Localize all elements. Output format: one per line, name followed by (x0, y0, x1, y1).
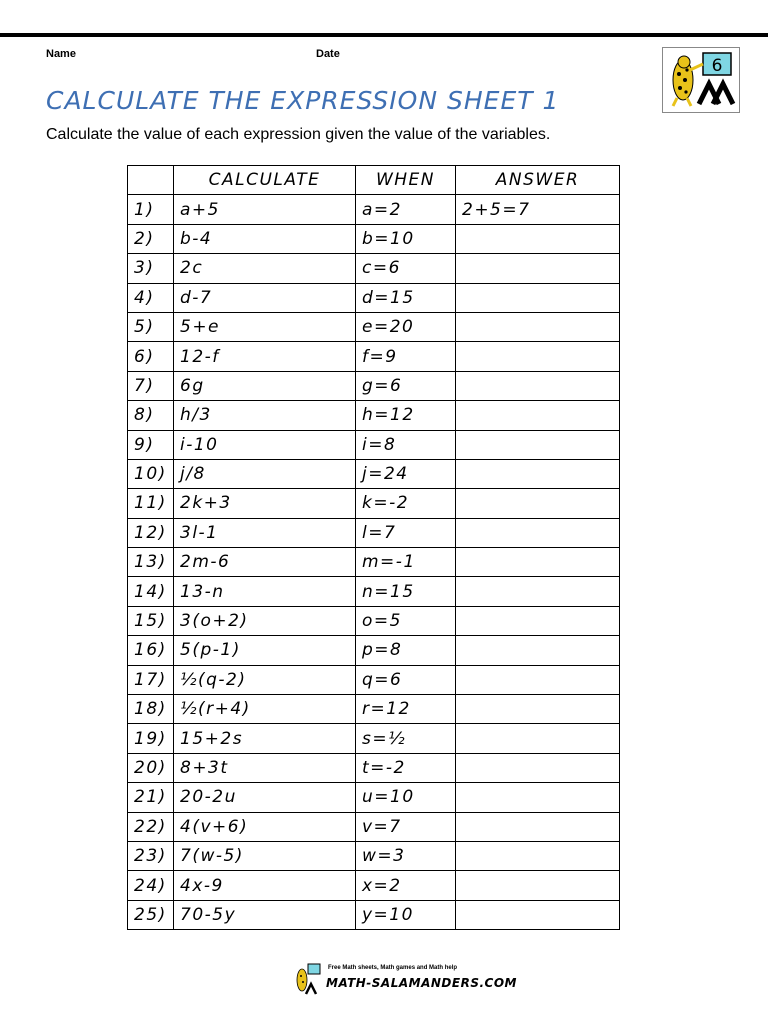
table-row (128, 283, 620, 312)
table-row (128, 606, 620, 635)
row-when: p=8 (356, 636, 456, 665)
row-expression: 12-f (174, 342, 356, 371)
row-when: m=-1 (356, 548, 456, 577)
row-expression: 6g (174, 371, 356, 400)
row-when: k=-2 (356, 489, 456, 518)
row-expression: 7(w-5) (174, 841, 356, 870)
row-number: 4) (128, 283, 174, 312)
row-answer[interactable] (456, 636, 620, 665)
row-number: 20) (128, 753, 174, 782)
salamander-logo (662, 47, 740, 113)
row-when: e=20 (356, 312, 456, 341)
row-expression: 5+e (174, 312, 356, 341)
row-when: d=15 (356, 283, 456, 312)
header-when: WHEN (356, 166, 456, 195)
row-number: 23) (128, 841, 174, 870)
table-row (128, 665, 620, 694)
footer-salamander-icon (292, 962, 322, 996)
row-when: l=7 (356, 518, 456, 547)
row-expression: 13-n (174, 577, 356, 606)
row-number: 24) (128, 871, 174, 900)
row-expression: a+5 (174, 195, 356, 224)
row-when: w=3 (356, 841, 456, 870)
row-answer[interactable] (456, 459, 620, 488)
row-number: 7) (128, 371, 174, 400)
row-expression: j/8 (174, 459, 356, 488)
table-row (128, 577, 620, 606)
table-row (128, 548, 620, 577)
row-answer[interactable]: 2+5=7 (456, 195, 620, 224)
top-rule (0, 33, 768, 37)
row-when: s=½ (356, 724, 456, 753)
row-number: 2) (128, 224, 174, 253)
row-answer[interactable] (456, 812, 620, 841)
row-when: h=12 (356, 401, 456, 430)
row-expression: 5(p-1) (174, 636, 356, 665)
table-row (128, 812, 620, 841)
salamander-logo-icon (663, 48, 739, 112)
header-calculate: CALCULATE (174, 166, 356, 195)
row-when: n=15 (356, 577, 456, 606)
row-answer[interactable] (456, 695, 620, 724)
row-answer[interactable] (456, 489, 620, 518)
row-answer[interactable] (456, 577, 620, 606)
row-number: 14) (128, 577, 174, 606)
row-when: q=6 (356, 665, 456, 694)
row-expression: 4(v+6) (174, 812, 356, 841)
table-row (128, 195, 620, 224)
row-expression: i-10 (174, 430, 356, 459)
table-row (128, 695, 620, 724)
row-answer[interactable] (456, 401, 620, 430)
instructions: Calculate the value of each expression given the value of the variables. (46, 126, 551, 143)
expression-table (127, 165, 620, 930)
table-row (128, 841, 620, 870)
row-expression: 3(o+2) (174, 606, 356, 635)
row-expression: 4x-9 (174, 871, 356, 900)
row-when: i=8 (356, 430, 456, 459)
row-expression: 8+3t (174, 753, 356, 782)
row-answer[interactable] (456, 283, 620, 312)
row-number: 18) (128, 695, 174, 724)
row-answer[interactable] (456, 254, 620, 283)
row-answer[interactable] (456, 900, 620, 929)
row-when: b=10 (356, 224, 456, 253)
row-number: 8) (128, 401, 174, 430)
row-number: 19) (128, 724, 174, 753)
row-expression: 3l-1 (174, 518, 356, 547)
table-row (128, 254, 620, 283)
row-expression: b-4 (174, 224, 356, 253)
row-when: u=10 (356, 783, 456, 812)
row-answer[interactable] (456, 665, 620, 694)
row-when: o=5 (356, 606, 456, 635)
footer-logo (292, 962, 517, 996)
row-when: c=6 (356, 254, 456, 283)
table-row (128, 753, 620, 782)
row-answer[interactable] (456, 371, 620, 400)
table-row (128, 371, 620, 400)
row-expression: 15+2s (174, 724, 356, 753)
row-when: j=24 (356, 459, 456, 488)
row-when: x=2 (356, 871, 456, 900)
row-number: 21) (128, 783, 174, 812)
row-expression: 2m-6 (174, 548, 356, 577)
row-when: v=7 (356, 812, 456, 841)
row-expression: ½(r+4) (174, 695, 356, 724)
row-number: 6) (128, 342, 174, 371)
row-number: 16) (128, 636, 174, 665)
row-when: a=2 (356, 195, 456, 224)
table-row (128, 489, 620, 518)
table-row (128, 636, 620, 665)
header-number (128, 166, 174, 195)
row-answer[interactable] (456, 841, 620, 870)
table-row (128, 459, 620, 488)
table-header-row (128, 166, 620, 195)
row-expression: 20-2u (174, 783, 356, 812)
row-expression: h/3 (174, 401, 356, 430)
table-row (128, 900, 620, 929)
row-number: 15) (128, 606, 174, 635)
row-answer[interactable] (456, 606, 620, 635)
row-number: 3) (128, 254, 174, 283)
table-row (128, 342, 620, 371)
row-answer[interactable] (456, 342, 620, 371)
row-answer[interactable] (456, 548, 620, 577)
row-number: 25) (128, 900, 174, 929)
header-answer: ANSWER (456, 166, 620, 195)
row-when: t=-2 (356, 753, 456, 782)
row-answer[interactable] (456, 224, 620, 253)
table-row (128, 224, 620, 253)
row-number: 5) (128, 312, 174, 341)
row-answer[interactable] (456, 430, 620, 459)
row-number: 10) (128, 459, 174, 488)
footer-brand: MATH-SALAMANDERS.COM (326, 976, 517, 990)
table-row (128, 430, 620, 459)
row-expression: 70-5y (174, 900, 356, 929)
row-when: y=10 (356, 900, 456, 929)
row-number: 22) (128, 812, 174, 841)
row-expression: d-7 (174, 283, 356, 312)
date-label: Date (316, 48, 340, 60)
row-expression: 2k+3 (174, 489, 356, 518)
table-row (128, 312, 620, 341)
table-row (128, 871, 620, 900)
name-label: Name (46, 48, 76, 60)
row-answer[interactable] (456, 871, 620, 900)
row-answer[interactable] (456, 724, 620, 753)
row-number: 9) (128, 430, 174, 459)
table-row (128, 518, 620, 547)
row-number: 11) (128, 489, 174, 518)
row-when: g=6 (356, 371, 456, 400)
row-number: 1) (128, 195, 174, 224)
table-row (128, 724, 620, 753)
row-when: f=9 (356, 342, 456, 371)
row-answer[interactable] (456, 753, 620, 782)
row-number: 12) (128, 518, 174, 547)
row-expression: ½(q-2) (174, 665, 356, 694)
table-row (128, 401, 620, 430)
table-row (128, 783, 620, 812)
row-when: r=12 (356, 695, 456, 724)
row-number: 13) (128, 548, 174, 577)
row-answer[interactable] (456, 783, 620, 812)
row-answer[interactable] (456, 312, 620, 341)
worksheet-title: CALCULATE THE EXPRESSION SHEET 1 (46, 86, 560, 115)
row-answer[interactable] (456, 518, 620, 547)
logo-grade: 6 (711, 56, 723, 76)
row-expression: 2c (174, 254, 356, 283)
footer-tagline: Free Math sheets, Math games and Math help (328, 965, 458, 971)
row-number: 17) (128, 665, 174, 694)
